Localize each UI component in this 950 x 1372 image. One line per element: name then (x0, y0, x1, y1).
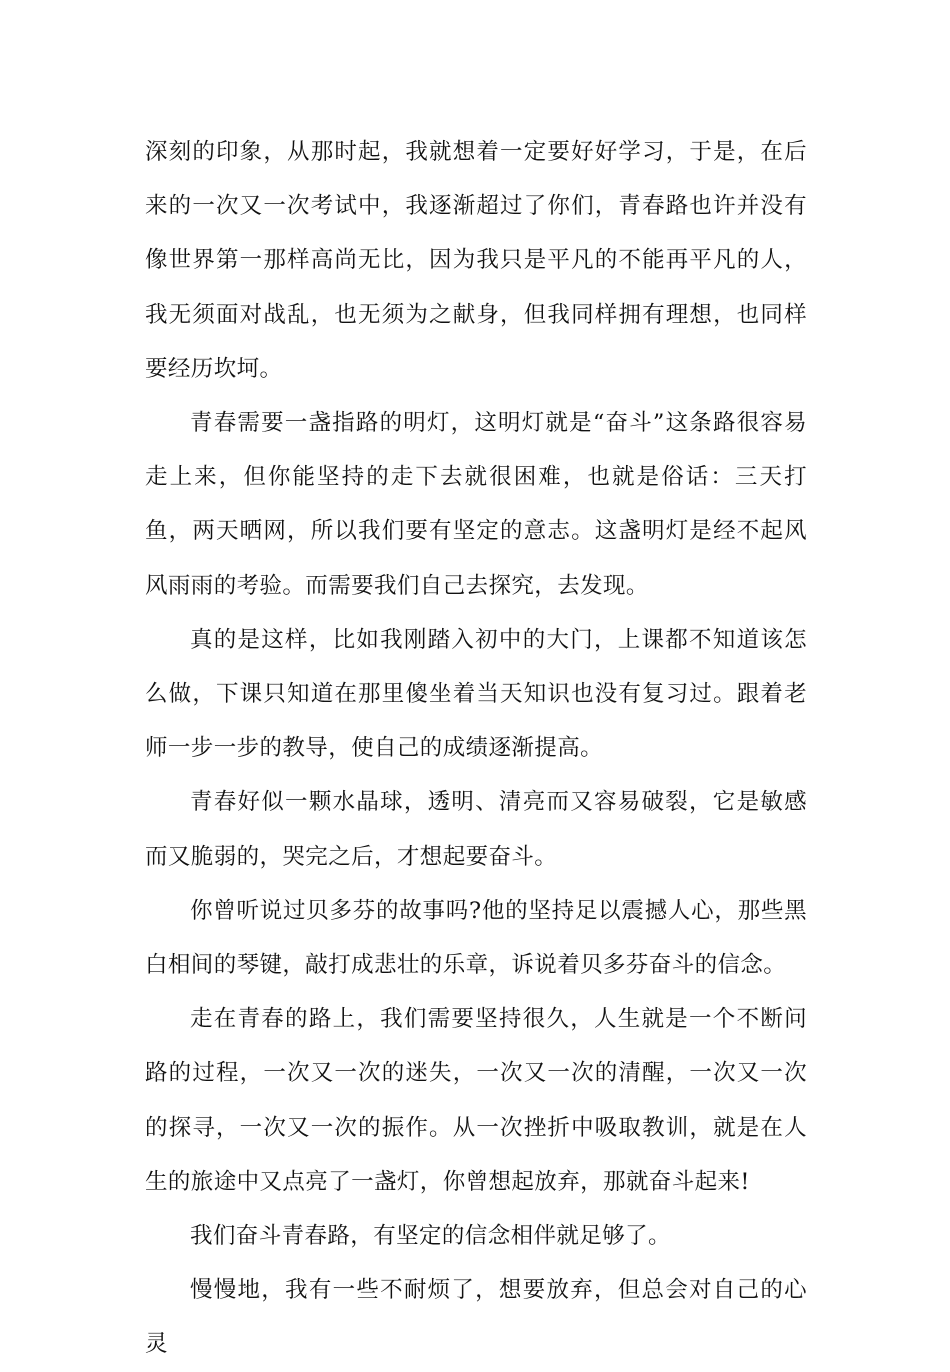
paragraph: 你曾听说过贝多芬的故事吗?他的坚持足以震撼人心，那些黑白相间的琴键，敲打成悲壮的乐章，诉说着贝多芬奋斗的信念。 (145, 897, 807, 979)
paragraph: 我们奋斗青春路，有坚定的信念相伴就足够了。 (190, 1223, 671, 1250)
document-body (145, 125, 807, 1372)
paragraph: 深刻的印象，从那时起，我就想着一定要好好学习，于是，在后来的一次又一次考试中，我逐渐超过了你们，青春路也许并没有像世界第一那样高尚无比，因为我只是平凡的不能再平凡的人，我无须面对战乱，也无须为之献身，但我同样拥有理想，也同样要经历坎坷。 (145, 139, 807, 382)
paragraph: 青春需要一盏指路的明灯，这明灯就是“奋斗”这条路很容易走上来，但你能坚持的走下去就很困难，也就是俗话：三天打鱼，两天晒网，所以我们要有坚定的意志。这盏明灯是经不起风风雨雨的考验。而需要我们自己去探究，去发现。 (145, 410, 807, 599)
paragraph: 走在青春的路上，我们需要坚持很久，人生就是一个不断问路的过程，一次又一次的迷失，一次又一次的清醒，一次又一次的探寻，一次又一次的振作。从一次挫折中吸取教训，就是在人生的旅途中又点亮了一盏灯，你曾想起放弃，那就奋斗起来! (145, 1006, 807, 1195)
paragraph: 真的是这样，比如我刚踏入初中的大门，上课都不知道该怎么做，下课只知道在那里傻坐着当天知识也没有复习过。跟着老师一步一步的教导，使自己的成绩逐渐提高。 (145, 626, 807, 762)
paragraph: 慢慢地，我有一些不耐烦了，想要放弃，但总会对自己的心灵 (145, 1277, 807, 1358)
paragraph: 青春好似一颗水晶球，透明、清亮而又容易破裂，它是敏感而又脆弱的，哭完之后，才想起要奋斗。 (145, 789, 807, 870)
